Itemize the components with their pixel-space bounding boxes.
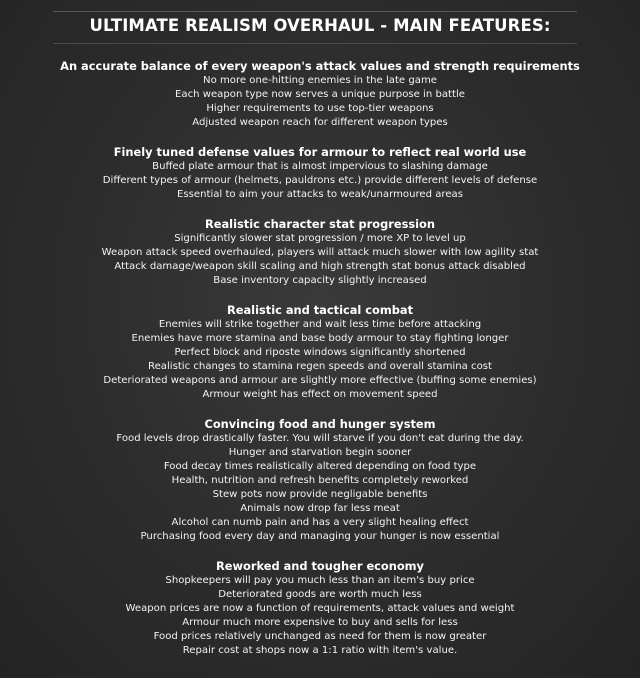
feature-item: Each weapon type now serves a unique purpose in battle — [175, 89, 465, 100]
feature-item: Repair cost at shops now a 1:1 ratio with item's value. — [182, 645, 458, 656]
feature-item: Alcohol can numb pain and has a very slight healing effect — [171, 517, 469, 528]
feature-item: Food prices relatively unchanged as need for them is now greater — [153, 631, 487, 642]
feature-item: Weapon attack speed overhauled, players will attack much slower with low agility stat — [101, 247, 539, 258]
feature-section — [0, 58, 640, 130]
section-heading: Realistic and tactical combat — [226, 303, 414, 317]
feature-section — [0, 302, 640, 402]
section-heading: Finely tuned defense values for armour to reflect real world use — [113, 145, 527, 159]
feature-item: Enemies will strike together and wait less time before attacking — [158, 319, 482, 330]
feature-item: Hunger and starvation begin sooner — [228, 447, 412, 458]
feature-item: Weapon prices are now a function of requirements, attack values and weight — [125, 603, 515, 614]
section-item-list — [0, 160, 640, 202]
feature-item: Different types of armour (helmets, pauldrons etc.) provide different levels of defense — [102, 175, 538, 186]
feature-item: Higher requirements to use top-tier weapons — [206, 103, 434, 114]
feature-item: Food decay times realistically altered depending on food type — [163, 461, 477, 472]
section-heading: Reworked and tougher economy — [216, 559, 424, 573]
feature-item: Perfect block and riposte windows significantly shortened — [174, 347, 466, 358]
feature-sections — [0, 58, 640, 672]
feature-item: Essential to aim your attacks to weak/unarmoured areas — [176, 189, 463, 200]
feature-item: Adjusted weapon reach for different weapon types — [192, 117, 448, 128]
feature-item: Deteriorated weapons and armour are slightly more effective (buffing some enemies) — [103, 375, 537, 386]
feature-item: Attack damage/weapon skill scaling and high strength stat bonus attack disabled — [114, 261, 526, 272]
feature-item: Health, nutrition and refresh benefits completely reworked — [171, 475, 469, 486]
feature-item: Food levels drop drastically faster. You will starve if you don't eat during the day. — [116, 433, 524, 444]
feature-item: Buffed plate armour that is almost impervious to slashing damage — [152, 161, 488, 172]
section-item-list — [0, 432, 640, 544]
section-item-list — [0, 318, 640, 402]
feature-item: Enemies have more stamina and base body armour to stay fighting longer — [131, 333, 509, 344]
title-divider — [53, 43, 577, 44]
feature-section — [0, 216, 640, 288]
top-divider — [53, 11, 577, 12]
feature-section — [0, 416, 640, 544]
section-heading: Realistic character stat progression — [204, 217, 435, 231]
feature-item: No more one-hitting enemies in the late game — [203, 75, 437, 86]
feature-item: Purchasing food every day and managing your hunger is now essential — [140, 531, 500, 542]
feature-item: Stew pots now provide negligable benefits — [212, 489, 428, 500]
page-title: ULTIMATE REALISM OVERHAUL - MAIN FEATURES: — [89, 16, 551, 35]
feature-item: Animals now drop far less meat — [240, 503, 400, 514]
section-item-list — [0, 574, 640, 658]
feature-item: Base inventory capacity slightly increased — [213, 275, 427, 286]
feature-item: Shopkeepers will pay you much less than an item's buy price — [165, 575, 475, 586]
feature-section — [0, 144, 640, 202]
section-item-list — [0, 232, 640, 288]
feature-item: Deteriorated goods are worth much less — [218, 589, 422, 600]
feature-section — [0, 558, 640, 658]
feature-item: Significantly slower stat progression / more XP to level up — [174, 233, 466, 244]
feature-item: Armour much more expensive to buy and sells for less — [182, 617, 458, 628]
section-heading: Convincing food and hunger system — [204, 417, 436, 431]
feature-item: Realistic changes to stamina regen speeds and overall stamina cost — [148, 361, 492, 372]
feature-item: Armour weight has effect on movement speed — [202, 389, 438, 400]
section-heading: An accurate balance of every weapon's attack values and strength requirements — [60, 59, 580, 73]
section-item-list — [0, 74, 640, 130]
